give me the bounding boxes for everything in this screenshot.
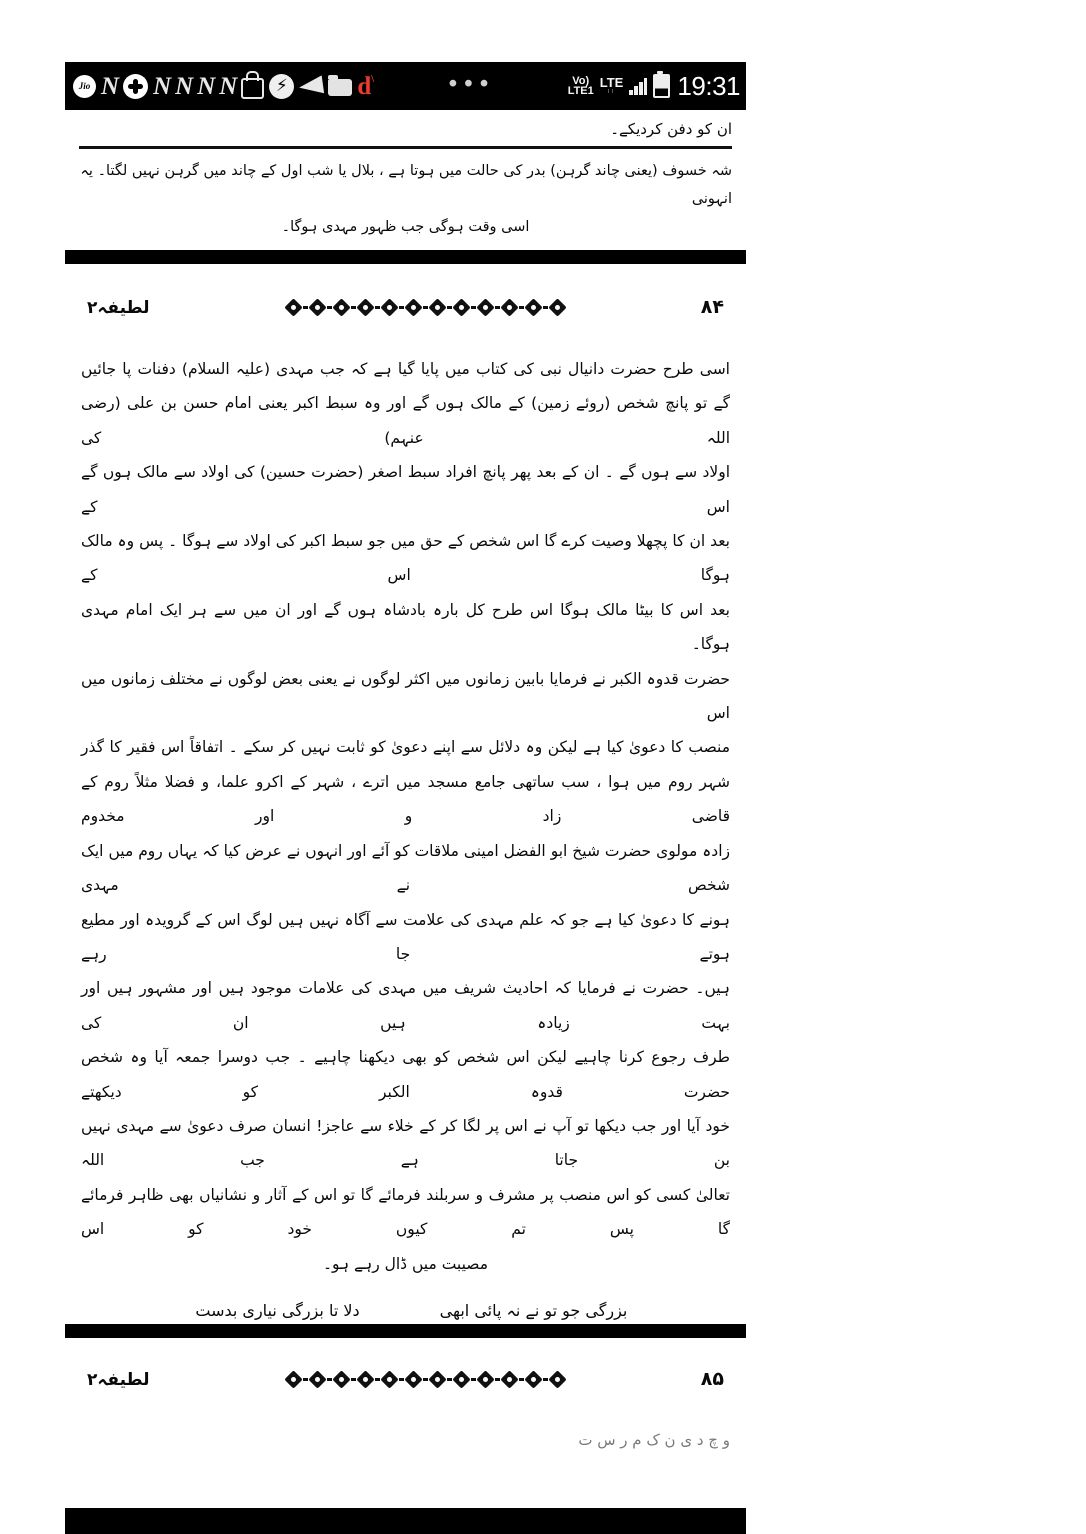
body-line: مصیبت میں ڈال رہے ہو۔ [322, 1254, 489, 1273]
body-line: تعالیٰ کسی کو اس منصب پر مشرف و سربلند فرمائے گا تو اس کے آثار و نشانیاں بھی ظاہر فرمائے گا پس تم کیوں خود کو اس [81, 1185, 730, 1239]
verse-original: دلا تا بزرگی نیاری بدست [195, 1300, 360, 1320]
shopping-bag-icon [241, 78, 264, 99]
folder-icon [328, 79, 352, 96]
document-page-current[interactable] [65, 264, 746, 1324]
page-separator-top [65, 250, 746, 264]
tiktok-icon [357, 72, 375, 100]
body-line: بعد ان کا پچھلا وصیت کرے گا اس شخص کے حق میں جو سبط اکبر کی اولاد سے ہوگا ۔ پس وہ مالک ہوگا اس کے [81, 532, 730, 585]
jio-logo-icon: Jio [73, 75, 96, 98]
page-header-label-left-next: لطیفہ۲ [87, 1369, 150, 1390]
page-header-ornament [149, 301, 700, 314]
flower-app-icon [123, 74, 148, 99]
page-body-text-upper [81, 352, 730, 1281]
page-header-current [81, 288, 730, 326]
page-number-next: ۸۵ [700, 1368, 724, 1390]
body-line: زادہ مولوی حضرت شیخ ابو الفضل امینی ملاقات کو آئے اور انہوں نے عرض کیا کہ یہاں روم میں ایک شخص نے مہدی [81, 841, 730, 895]
flash-bolt-icon: ⚡ [269, 74, 294, 99]
document-page-previous[interactable] [65, 110, 746, 250]
footnote-line-2: اسی وقت ہوگی جب ظہور مہدی ہوگا۔ [281, 219, 530, 236]
document-page-next[interactable] [65, 1338, 746, 1508]
page-header-ornament-next [149, 1373, 700, 1386]
network-type-indicator [599, 74, 624, 96]
previous-page-tail-line: ان کو دفن کردیکے۔ [610, 120, 732, 138]
body-line: اسی طرح حضرت دانیال نبی کی کتاب میں پایا گیا ہے کہ جب مہدی (علیہ السلام) دفنات پا جائیں [81, 360, 730, 378]
verse-translation: بزرگی جو تو نے نہ پائی ابھی [439, 1300, 628, 1320]
volte-indicator [568, 76, 594, 97]
status-bar-clock: 19:31 [677, 70, 740, 101]
app-n-icon-3: N [175, 72, 193, 100]
page-header-next [81, 1360, 730, 1398]
body-line: شہر روم میں ہوا ، سب ساتھی جامع مسجد میں اترے ، شہر کے اکرو علما، و فضلا مثلاً روم کے قاضی زاد و اور مخدوم [81, 772, 730, 826]
app-n-icon-4: N [197, 72, 215, 100]
status-bar-overflow [371, 72, 567, 99]
persian-couplet-block [81, 1295, 730, 1324]
page-header-label-left: لطیفہ۲ [87, 297, 150, 318]
phone-screen [65, 62, 746, 1534]
app-n-icon-1: N [101, 72, 119, 100]
overflow-dots-icon: ••• [446, 72, 493, 99]
tiktok-accent-icon: \ [371, 72, 375, 85]
page-number-current: ۸۴ [700, 296, 724, 318]
verse-row [81, 1295, 730, 1324]
body-line: منصب کا دعویٰ کیا ہے لیکن وہ دلائل سے اپنے دعویٰ کو ثابت نہیں کر سکے ۔ اتفاقاً اس فقیر کا گذر [81, 738, 730, 757]
volte-top-label: Vo) [572, 74, 590, 87]
telegram-icon [298, 75, 324, 96]
next-page-partial-line: و چ د ی ن ک م ر س ت [578, 1431, 730, 1449]
volte-bottom-label: LTE1 [567, 85, 594, 97]
status-bar-system-icons [568, 71, 740, 102]
body-line: طرف رجوع کرنا چاہیے لیکن اس شخص کو بھی دیکھنا چاہیے ۔ جب دوسرا جمعہ آیا وہ شخص حضرت قدوہ الکبر کو دیکھتے [81, 1048, 730, 1101]
body-line: گے تو پانچ شخص (روئے زمین) کے مالک ہوں گے اور وہ سبط اکبر یعنی امام حسن بن علی (رضی اللہ عنہم) کی [81, 394, 730, 447]
body-line: بعد اس کا بیٹا مالک ہوگا اس طرح کل بارہ بادشاہ ہوں گے اور ان میں سے ہر ایک امام مہدی ہوگا۔ [81, 600, 730, 654]
app-n-icon-2: N [153, 72, 171, 100]
body-line: ہیں۔ حضرت نے فرمایا کہ احادیث شریف میں مہدی کی علامات موجود ہیں اور مشہور ہیں اور بہت زیادہ ہیں ان کی [81, 979, 730, 1032]
network-arrows-icon: ıı [607, 87, 616, 95]
body-line: خود آیا اور جب دیکھا تو آپ نے اس پر لگا کر کے خلاء سے عاجز! انسان صرف دعویٰ سے مہدی نہیں بن جاتا ہے جب اللہ [81, 1116, 730, 1170]
tiktok-glyph: ԁ [357, 72, 372, 100]
body-line: حضرت قدوہ الکبر نے فرمایا بابین زمانوں میں اکثر لوگوں نے یعنی بعض لوگوں نے مختلف زمانوں میں اس [81, 669, 730, 723]
page-separator-bottom [65, 1324, 746, 1338]
document-viewer[interactable] [65, 110, 746, 1534]
body-line: اولاد سے ہوں گے ۔ ان کے بعد پھر پانچ افراد سبط اصغر (حضرت حسین) کی اولاد سے مالک ہوں گے اس کے [81, 463, 730, 516]
status-bar-notification-icons [73, 72, 375, 100]
body-line: ہونے کا دعویٰ کیا ہے جو کہ علم مہدی کی علامت سے آگاہ نہیں ہیں لوگ اس کے گرویدہ اور مطیع ہوتے جا رہے [81, 910, 730, 963]
footnote-separator [79, 146, 732, 149]
footnote-line-1: شہ خسوف (یعنی چاند گرہن) بدر کی حالت میں ہوتا ہے ، بلال یا شب اول کے چاند میں گرہن نہیں لگتا۔ یہ انہونی [80, 162, 732, 207]
battery-icon [653, 74, 670, 98]
status-bar [65, 62, 746, 110]
network-type-label: LTE [599, 74, 624, 90]
app-n-icon-5: N [219, 72, 237, 100]
signal-strength-icon [629, 77, 647, 95]
